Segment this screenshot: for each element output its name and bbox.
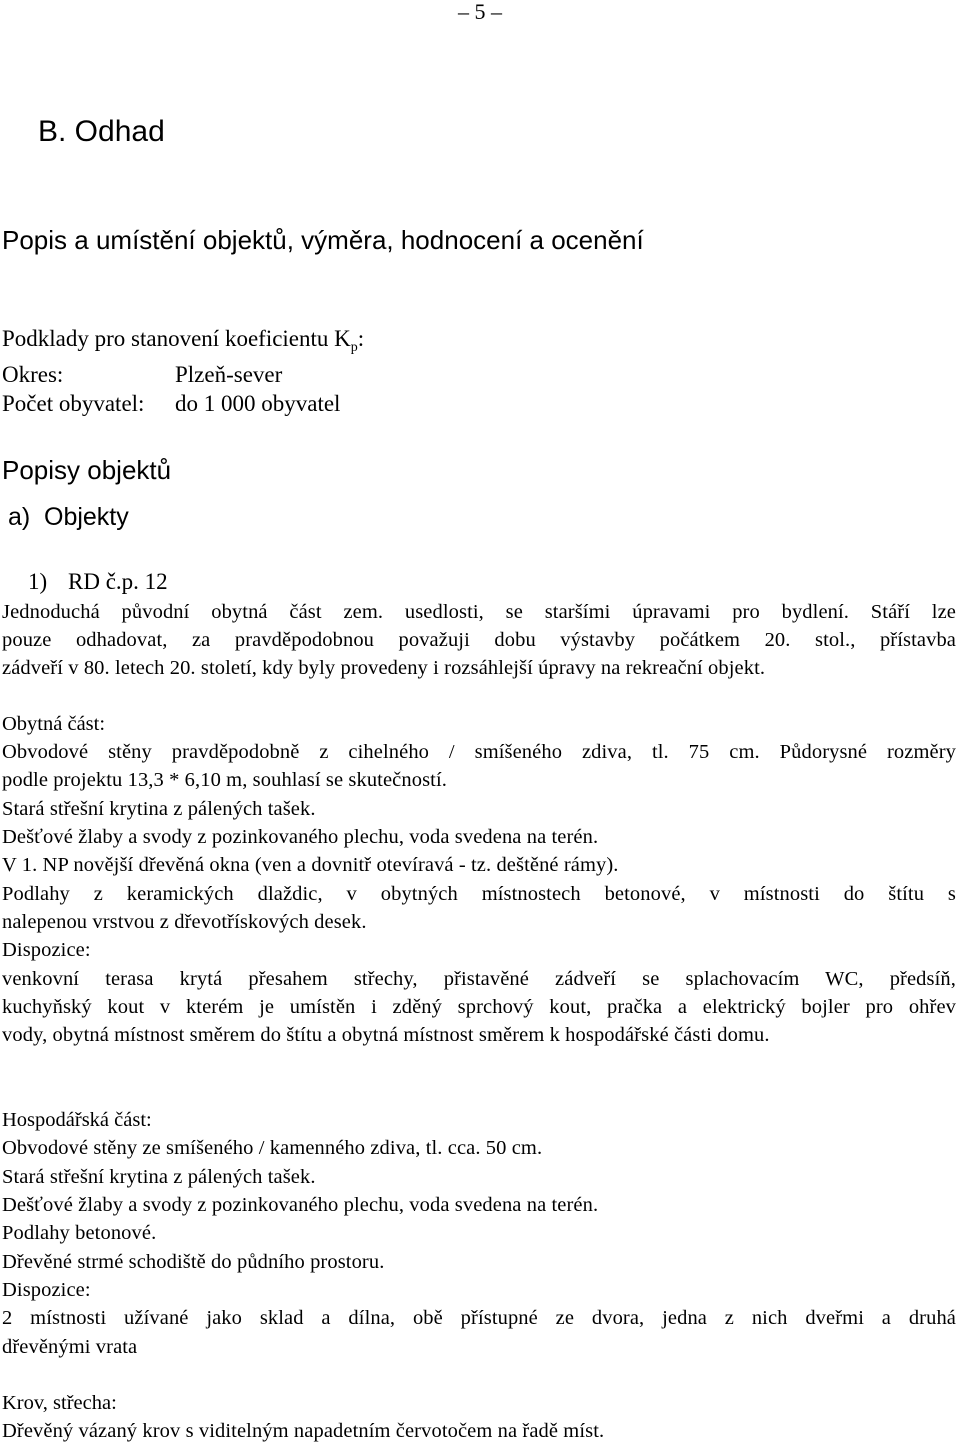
obytna-title: Obytná část: bbox=[2, 713, 106, 735]
podklady-suffix: : bbox=[357, 326, 365, 351]
heading-odhad: B. Odhad bbox=[38, 115, 165, 148]
obytna-line-1: Obvodové stěny pravděpodobně z cihelného / smíšeného zdiva, tl. 75 cm. Půdorysné rozměry bbox=[2, 741, 956, 763]
intro-line-2: pouze odhadovat, za pravděpodobnou považuji dobu výstavby počátkem 20. stol., přístavba bbox=[2, 629, 956, 651]
obyvatel-row bbox=[2, 389, 340, 419]
podklady-heading bbox=[2, 324, 364, 363]
obyvatel-value: do 1 000 obyvatel bbox=[175, 391, 341, 416]
rd-text: RD č.p. 12 bbox=[68, 569, 168, 594]
objekty-text: Objekty bbox=[44, 503, 129, 531]
hospodarska-line-4: Podlahy betonové. bbox=[2, 1222, 157, 1244]
hospodarska-line-3: Dešťové žlaby a svody z pozinkovaného plechu, voda svedena na terén. bbox=[2, 1194, 599, 1216]
obytna-line-2: podle projektu 13,3 * 6,10 m, souhlasí se skutečností. bbox=[2, 769, 447, 791]
heading-objekty bbox=[8, 500, 129, 534]
hospodarska-line-1: Obvodové stěny ze smíšeného / kamenného zdiva, tl. cca. 50 cm. bbox=[2, 1137, 543, 1159]
okres-row bbox=[2, 360, 282, 390]
okres-label: Okres: bbox=[2, 362, 64, 387]
obytna-line-10: kuchyňský kout v kterém je umístěn i zděný sprchový kout, pračka a elektrický bojler pro ohřev bbox=[2, 996, 956, 1018]
heading-popisy-objektu: Popisy objektů bbox=[2, 455, 172, 485]
rd-marker: 1) bbox=[28, 569, 48, 594]
hospodarska-line-8: dřevěnými vrata bbox=[2, 1336, 138, 1358]
hospodarska-line-5: Dřevěné strmé schodiště do půdního prostoru. bbox=[2, 1251, 385, 1273]
podklady-label: Podklady pro stanovení koeficientu K bbox=[2, 326, 351, 351]
intro-line-1: Jednoduchá původní obytná část zem. usedlosti, se staršími úpravami pro bydlení. Stáří lze bbox=[2, 601, 956, 623]
intro-line-3: zádveří v 80. letech 20. století, kdy byly provedeny i rozsáhlejší úpravy na rekreační objekt. bbox=[2, 657, 766, 679]
heading-popis-umisteni: Popis a umístění objektů, výměra, hodnocení a ocenění bbox=[2, 225, 644, 255]
krov-line-1: Dřevěný vázaný krov s viditelným napadetním červotočem na řadě míst. bbox=[2, 1420, 605, 1442]
hospodarska-dispozice-label: Dispozice: bbox=[2, 1279, 91, 1301]
krov-title: Krov, střecha: bbox=[2, 1392, 117, 1414]
obytna-line-4: Dešťové žlaby a svody z pozinkovaného plechu, voda svedena na terén. bbox=[2, 826, 599, 848]
obytna-line-5: V 1. NP novější dřevěná okna (ven a dovnitř otevíravá - tz. deštěné rámy). bbox=[2, 854, 619, 876]
obytna-dispozice-label: Dispozice: bbox=[2, 939, 91, 961]
obyvatel-label: Počet obyvatel: bbox=[2, 391, 145, 416]
hospodarska-title: Hospodářská část: bbox=[2, 1109, 152, 1131]
page-number: – 5 – bbox=[458, 0, 502, 24]
objekty-marker: a) bbox=[8, 503, 31, 531]
obytna-line-7: nalepenou vrstvou z dřevotřískových desek. bbox=[2, 911, 367, 933]
obytna-line-11: vody, obytná místnost směrem do štítu a obytná místnost směrem k hospodářské části domu. bbox=[2, 1024, 770, 1046]
podklady-subscript: p bbox=[350, 340, 358, 355]
okres-value: Plzeň-sever bbox=[175, 362, 283, 387]
obytna-line-3: Stará střešní krytina z pálených tašek. bbox=[2, 798, 316, 820]
heading-rd bbox=[28, 567, 168, 597]
hospodarska-line-7: 2 místnosti užívané jako sklad a dílna, obě přístupné ze dvora, jedna z nich dveřmi a druhá bbox=[2, 1307, 956, 1329]
obytna-line-6: Podlahy z keramických dlaždic, v obytných místnostech betonové, v místnosti do štítu s bbox=[2, 883, 956, 905]
hospodarska-line-2: Stará střešní krytina z pálených tašek. bbox=[2, 1166, 316, 1188]
obytna-line-9: venkovní terasa krytá přesahem střechy, přistavěné zádveří se splachovacím WC, předsíň, bbox=[2, 968, 956, 990]
